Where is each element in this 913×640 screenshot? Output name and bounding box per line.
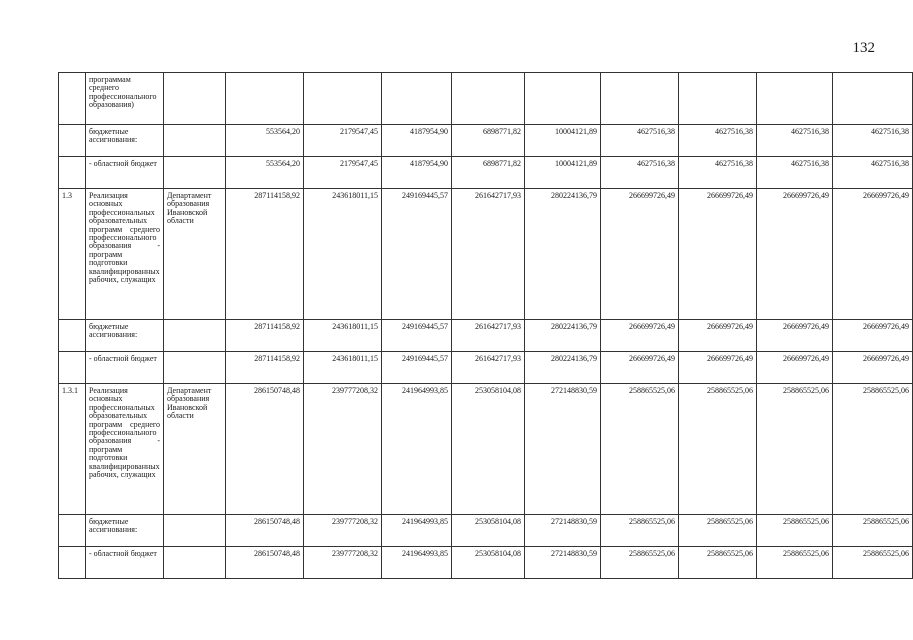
value-cell: 4627516,38 <box>601 125 679 157</box>
budget-table <box>58 72 913 579</box>
value-cell: 261642717,93 <box>452 320 525 352</box>
value-cell: 280224136,79 <box>525 352 601 384</box>
table-row <box>59 157 913 189</box>
row-label: бюджетные ассигнования: <box>86 320 164 352</box>
row-label: программам среднего профессионального образования) <box>86 73 164 125</box>
value-cell: 239777208,32 <box>304 547 382 579</box>
value-cell: 266699726,49 <box>833 320 913 352</box>
value-cell: 266699726,49 <box>757 320 833 352</box>
value-cell <box>833 73 913 125</box>
value-cell: 4627516,38 <box>679 157 757 189</box>
value-cell: 286150748,48 <box>226 547 304 579</box>
value-cell: 261642717,93 <box>452 352 525 384</box>
row-department: Департамент образования Ивановской области <box>164 384 226 515</box>
value-cell: 10004121,89 <box>525 125 601 157</box>
table-row <box>59 320 913 352</box>
row-code <box>59 125 86 157</box>
value-cell: 258865525,06 <box>601 515 679 547</box>
row-code <box>59 320 86 352</box>
value-cell: 258865525,06 <box>601 384 679 515</box>
value-cell <box>452 73 525 125</box>
value-cell: 266699726,49 <box>833 189 913 320</box>
row-label: бюджетные ассигнования: <box>86 515 164 547</box>
row-label: Реализация основных профессиональных образовательных программ среднего профессионального образования - программ подготовки квалифицированных рабочих, служащих <box>86 384 164 515</box>
value-cell: 258865525,06 <box>679 547 757 579</box>
value-cell: 4627516,38 <box>833 157 913 189</box>
value-cell: 261642717,93 <box>452 189 525 320</box>
value-cell: 258865525,06 <box>833 547 913 579</box>
value-cell: 258865525,06 <box>757 384 833 515</box>
row-department <box>164 157 226 189</box>
value-cell: 4187954,90 <box>382 157 452 189</box>
value-cell: 286150748,48 <box>226 515 304 547</box>
value-cell: 553564,20 <box>226 125 304 157</box>
value-cell: 280224136,79 <box>525 320 601 352</box>
value-cell <box>525 73 601 125</box>
value-cell: 2179547,45 <box>304 125 382 157</box>
value-cell: 266699726,49 <box>601 320 679 352</box>
value-cell: 266699726,49 <box>601 189 679 320</box>
row-label: - областной бюджет <box>86 157 164 189</box>
row-department <box>164 352 226 384</box>
row-code: 1.3.1 <box>59 384 86 515</box>
table-body <box>59 73 913 579</box>
value-cell: 553564,20 <box>226 157 304 189</box>
row-code <box>59 73 86 125</box>
value-cell: 4187954,90 <box>382 125 452 157</box>
value-cell <box>226 73 304 125</box>
value-cell <box>304 73 382 125</box>
value-cell: 272148830,59 <box>525 547 601 579</box>
row-label: - областной бюджет <box>86 352 164 384</box>
value-cell: 249169445,57 <box>382 352 452 384</box>
value-cell: 243618011,15 <box>304 352 382 384</box>
table-row <box>59 384 913 515</box>
table-row <box>59 547 913 579</box>
value-cell: 253058104,08 <box>452 547 525 579</box>
value-cell: 239777208,32 <box>304 384 382 515</box>
row-department <box>164 320 226 352</box>
value-cell: 258865525,06 <box>601 547 679 579</box>
value-cell: 253058104,08 <box>452 515 525 547</box>
value-cell: 4627516,38 <box>757 157 833 189</box>
value-cell: 258865525,06 <box>833 384 913 515</box>
value-cell <box>601 73 679 125</box>
value-cell: 253058104,08 <box>452 384 525 515</box>
value-cell: 243618011,15 <box>304 320 382 352</box>
value-cell: 4627516,38 <box>679 125 757 157</box>
row-department <box>164 73 226 125</box>
value-cell: 266699726,49 <box>601 352 679 384</box>
value-cell: 266699726,49 <box>679 189 757 320</box>
value-cell: 266699726,49 <box>757 352 833 384</box>
row-department <box>164 125 226 157</box>
value-cell <box>382 73 452 125</box>
value-cell: 6898771,82 <box>452 157 525 189</box>
value-cell <box>679 73 757 125</box>
value-cell: 2179547,45 <box>304 157 382 189</box>
value-cell: 4627516,38 <box>833 125 913 157</box>
value-cell: 249169445,57 <box>382 320 452 352</box>
value-cell: 287114158,92 <box>226 352 304 384</box>
row-code <box>59 157 86 189</box>
row-code <box>59 547 86 579</box>
row-code <box>59 352 86 384</box>
page-number: 132 <box>852 40 875 56</box>
value-cell: 249169445,57 <box>382 189 452 320</box>
value-cell: 241964993,85 <box>382 515 452 547</box>
row-label: - областной бюджет <box>86 547 164 579</box>
value-cell: 10004121,89 <box>525 157 601 189</box>
row-label: Реализация основных профессиональных образовательных программ среднего профессионального образования - программ подготовки квалифицированных рабочих, служащих <box>86 189 164 320</box>
value-cell: 258865525,06 <box>679 515 757 547</box>
value-cell: 266699726,49 <box>757 189 833 320</box>
value-cell <box>757 73 833 125</box>
row-department <box>164 547 226 579</box>
value-cell: 258865525,06 <box>679 384 757 515</box>
value-cell: 266699726,49 <box>679 352 757 384</box>
row-label: бюджетные ассигнования: <box>86 125 164 157</box>
value-cell: 266699726,49 <box>679 320 757 352</box>
value-cell: 272148830,59 <box>525 515 601 547</box>
value-cell: 258865525,06 <box>833 515 913 547</box>
value-cell: 286150748,48 <box>226 384 304 515</box>
value-cell: 6898771,82 <box>452 125 525 157</box>
table-row <box>59 189 913 320</box>
row-code <box>59 515 86 547</box>
row-code: 1.3 <box>59 189 86 320</box>
table-row <box>59 73 913 125</box>
value-cell: 258865525,06 <box>757 547 833 579</box>
value-cell: 4627516,38 <box>601 157 679 189</box>
table-row <box>59 515 913 547</box>
row-department: Департамент образования Ивановской области <box>164 189 226 320</box>
value-cell: 241964993,85 <box>382 384 452 515</box>
value-cell: 243618011,15 <box>304 189 382 320</box>
row-department <box>164 515 226 547</box>
value-cell: 239777208,32 <box>304 515 382 547</box>
table-row <box>59 352 913 384</box>
table-row <box>59 125 913 157</box>
value-cell: 241964993,85 <box>382 547 452 579</box>
value-cell: 4627516,38 <box>757 125 833 157</box>
value-cell: 287114158,92 <box>226 189 304 320</box>
value-cell: 258865525,06 <box>757 515 833 547</box>
value-cell: 280224136,79 <box>525 189 601 320</box>
value-cell: 287114158,92 <box>226 320 304 352</box>
value-cell: 266699726,49 <box>833 352 913 384</box>
value-cell: 272148830,59 <box>525 384 601 515</box>
